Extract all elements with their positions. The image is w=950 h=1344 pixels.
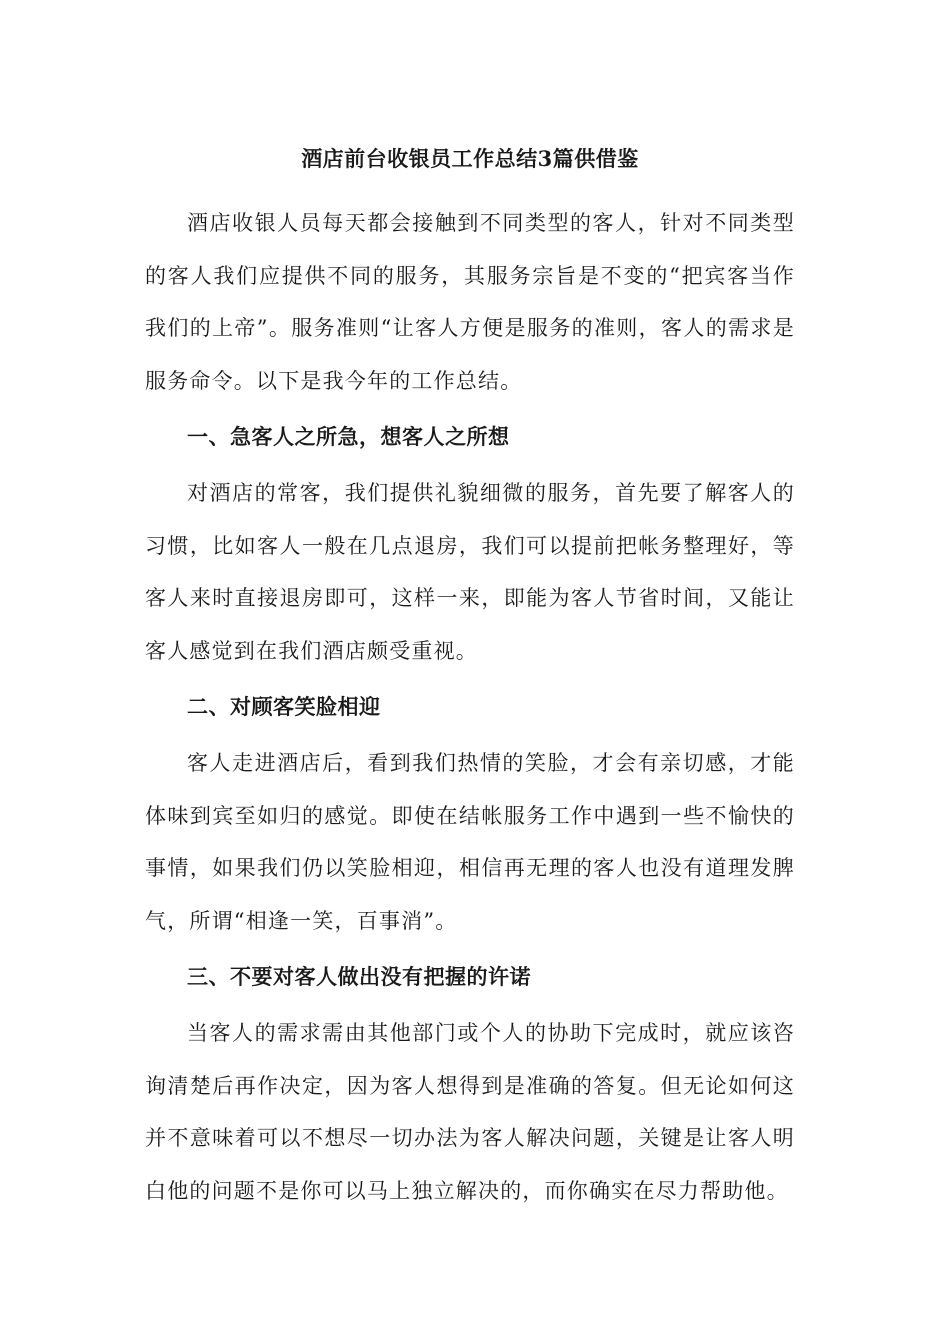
- section-body-3: 当客人的需求需由其他部门或个人的协助下完成时，就应该咨询清楚后再作决定，因为客人想得到是准确的答复。但无论如何这并不意味着可以不想尽一切办法为客人解决问题，关键是让客人明白他的问题不是你可以马上独立解决的，而你确实在尽力帮助他。: [145, 1021, 795, 1203]
- intro-paragraph: 酒店收银人员每天都会接触到不同类型的客人，针对不同类型的客人我们应提供不同的服务，其服务宗旨是不变的“把宾客当作我们的上帝”。服务准则“让客人方便是服务的准则，客人的需求是服务命令。以下是我今年的工作总结。: [145, 211, 795, 393]
- section-heading-2: 二、对顾客笑脸相迎: [187, 694, 381, 719]
- section-body-1: 对酒店的常客，我们提供礼貌细微的服务，首先要了解客人的习惯，比如客人一般在几点退房，我们可以提前把帐务整理好，等客人来时直接退房即可，这样一来，即能为客人节省时间，又能让客人感觉到在我们酒店颇受重视。: [145, 481, 795, 663]
- document-title: 酒店前台收银员工作总结3篇供借鉴: [301, 146, 639, 171]
- section-heading-3: 三、不要对客人做出没有把握的许诺: [187, 964, 531, 989]
- document-body: [145, 135, 795, 1217]
- section-heading-1: 一、急客人之所急，想客人之所想: [187, 424, 510, 449]
- section-body-2: 客人走进酒店后，看到我们热情的笑脸，才会有亲切感，才能体味到宾至如归的感觉。即使在结帐服务工作中遇到一些不愉快的事情，如果我们仍以笑脸相迎，相信再无理的客人也没有道理发脾气，所谓“相逢一笑，百事消”。: [145, 751, 795, 933]
